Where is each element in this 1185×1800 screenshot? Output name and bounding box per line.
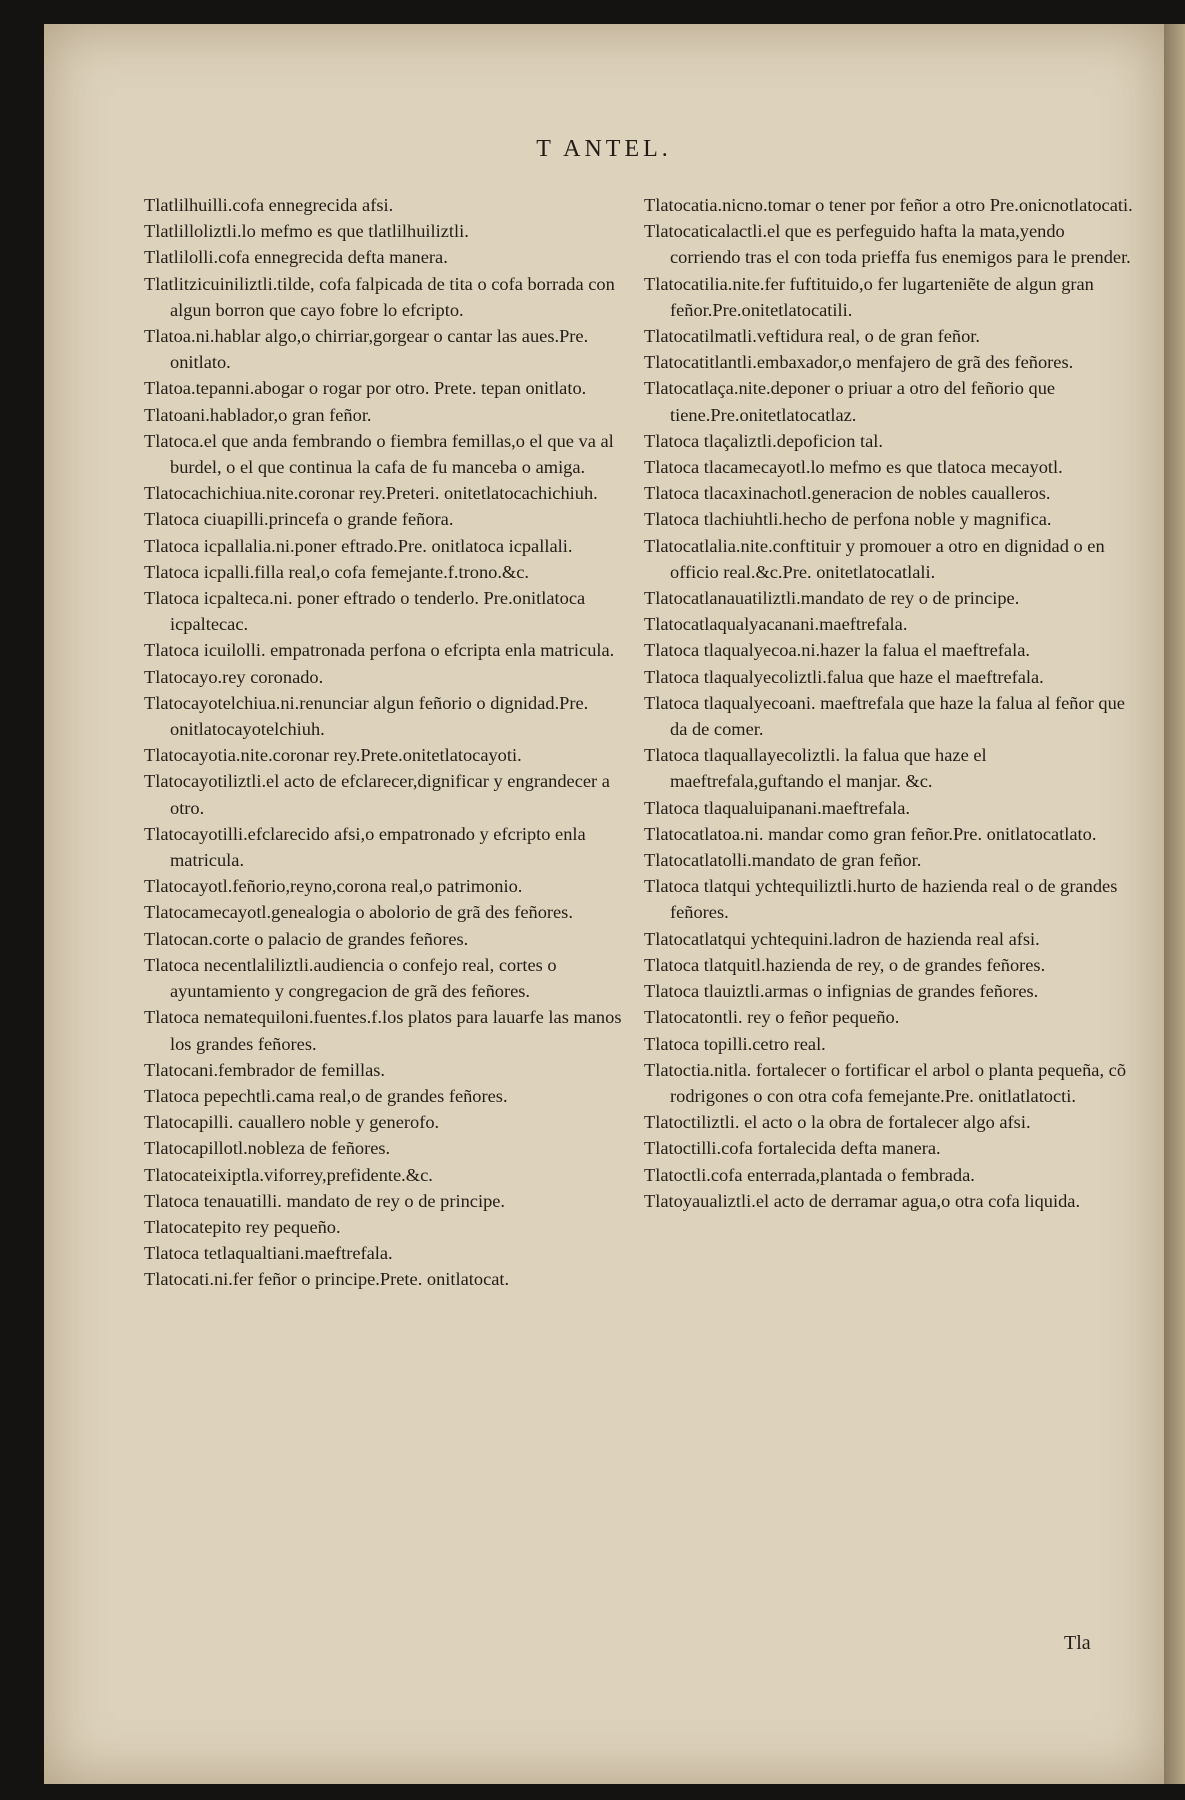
dictionary-entry: Tlatoca icpallalia.ni.poner eftrado.Pre. onitlatoca icpallali.	[144, 535, 573, 556]
dictionary-entry: Tlatoca tlaqualyecoa.ni.hazer la falua el maeftrefala.	[644, 640, 1030, 661]
dictionary-entry: Tlatoca nematequiloni.fuentes.f.los platos para lauarfe las manos los grandes feñores.	[144, 1007, 622, 1054]
dictionary-entry: Tlatocateixiptla.viforrey,prefidente.&c.	[144, 1164, 433, 1185]
dictionary-entry: Tlatocani.fembrador de femillas.	[144, 1059, 386, 1080]
dictionary-entry: Tlatocatilia.nite.fer fuftituido,o fer lugarteniẽte de algun gran feñor.Pre.onitetlatocatili.	[644, 273, 1094, 320]
dictionary-entry: Tlatlitzicuiniliztli.tilde, cofa falpicada de tita o cofa borrada con algun borron que cayo fobre lo efcripto.	[144, 273, 615, 320]
dictionary-entry: Tlatoca tlatqui ychtequiliztli.hurto de hazienda real o de grandes feñores.	[644, 876, 1118, 923]
dictionary-entry: Tlatoctia.nitla. fortalecer o fortificar el arbol o planta pequeña, cõ rodrigones o con otra cofa femejante.Pre. onitlatlatocti.	[644, 1059, 1127, 1106]
dictionary-entry: Tlatocayo.rey coronado.	[144, 666, 324, 687]
dictionary-entry: Tlatoa.tepanni.abogar o rogar por otro. Prete. tepan onitlato.	[144, 378, 587, 399]
dictionary-entry: Tlatoca tlaqualyecoani. maeftrefala que haze la falua al feñor que da de comer.	[644, 692, 1125, 740]
dictionary-entry: Tlatocatontli. rey o feñor pequeño.	[644, 1007, 900, 1028]
book-page	[44, 24, 1164, 1784]
dictionary-entry: Tlatoca tlacaxinachotl.generacion de nobles caualleros.	[644, 483, 1051, 504]
left-column	[144, 192, 634, 1293]
dictionary-entry: Tlatoca tlaquallayecoliztli. la falua que haze el maeftrefala,guftando el manjar. &c.	[644, 745, 987, 792]
dictionary-entry: Tlatlilhuilli.cofa ennegrecida afsi.	[144, 195, 394, 215]
dictionary-entry: Tlatoca ciuapilli.princefa o grande feñora.	[144, 509, 454, 530]
dictionary-entry: Tlatocayotia.nite.coronar rey.Prete.onitetlatocayoti.	[144, 745, 522, 766]
right-column	[644, 192, 1134, 1214]
dictionary-entry: Tlatocatlaqualyacanani.maeftrefala.	[644, 614, 908, 635]
dictionary-entry: Tlatoca tlaçaliztli.depoficion tal.	[644, 430, 883, 451]
dictionary-entry: Tlatocatilmatli.veftidura real, o de gran feñor.	[644, 326, 980, 347]
dictionary-entry: Tlatoca icpalteca.ni. poner eftrado o tenderlo. Pre.onitlatoca icpaltecac.	[144, 588, 586, 635]
dictionary-entry: Tlatoctiliztli. el acto o la obra de fortalecer algo afsi.	[644, 1112, 1031, 1133]
dictionary-entry: Tlatocaticalactli.el que es perfeguido hafta la mata,yendo corriendo tras el con toda prieffa fus enemigos para le prender.	[644, 221, 1131, 268]
dictionary-entry: Tlatoyaualiztli.el acto de derramar agua,o otra cofa liquida.	[644, 1190, 1081, 1211]
dictionary-entry: Tlatocatlaça.nite.deponer o priuar a otro del feñorio que tiene.Pre.onitetlatocatlaz.	[644, 378, 1056, 425]
dictionary-entry: Tlatoctli.cofa enterrada,plantada o fembrada.	[644, 1164, 975, 1185]
dictionary-entry: Tlatoca.el que anda fembrando o fiembra femillas,o el que va al burdel, o el que continua la cafa de fu manceba o amiga.	[144, 430, 614, 478]
dictionary-entry: Tlatoctilli.cofa fortalecida defta manera.	[644, 1138, 941, 1159]
dictionary-entry: Tlatlilolli.cofa ennegrecida defta manera.	[144, 247, 448, 268]
facing-page-edge	[1164, 24, 1185, 1784]
dictionary-entry: Tlatoani.hablador,o gran feñor.	[144, 404, 372, 425]
dictionary-entry: Tlatoca icuilolli. empatronada perfona o efcripta enla matricula.	[144, 640, 615, 661]
dictionary-entry: Tlatoca tlaqualuipanani.maeftrefala.	[644, 797, 911, 818]
dictionary-entry: Tlatocatia.nicno.tomar o tener por feñor a otro Pre.onicnotlatocati.	[644, 195, 1133, 215]
dictionary-entry: Tlatoca tlacamecayotl.lo mefmo es que tlatoca mecayotl.	[644, 457, 1063, 478]
dictionary-entry: Tlatocati.ni.fer feñor o principe.Prete. onitlatocat.	[144, 1269, 510, 1290]
dictionary-entry: Tlatocatlatoa.ni. mandar como gran feñor.Pre. onitlatocatlato.	[644, 823, 1097, 844]
catchword: Tla	[1064, 1632, 1091, 1654]
dictionary-entry: Tlatocatlanauatiliztli.mandato de rey o de principe.	[644, 588, 1020, 609]
dictionary-entry: Tlatocayotilli.efclarecido afsi,o empatronado y efcripto enla matricula.	[144, 823, 586, 871]
dictionary-entry: Tlatoca necentlaliliztli.audiencia o confejo real, cortes o ayuntamiento y congregacion de grã des feñores.	[144, 954, 557, 1002]
running-header: T ANTEL.	[536, 136, 672, 162]
dictionary-entry: Tlatocayotiliztli.el acto de efclarecer,dignificar y engrandecer a otro.	[144, 771, 610, 818]
dictionary-entry: Tlatoca tlatquitl.hazienda de rey, o de grandes feñores.	[644, 954, 1046, 975]
dictionary-entry: Tlatoca tlachiuhtli.hecho de perfona noble y magnifica.	[644, 509, 1052, 530]
dictionary-entry: Tlatocapilli. cauallero noble y generofo.	[144, 1112, 440, 1133]
dictionary-entry: Tlatoca tlauiztli.armas o infignias de grandes feñores.	[644, 981, 1039, 1002]
dictionary-entry: Tlatoca tenauatilli. mandato de rey o de principe.	[144, 1190, 506, 1211]
dictionary-entry: Tlatocatlatqui ychtequini.ladron de hazienda real afsi.	[644, 928, 1040, 949]
dictionary-entry: Tlatocatepito rey pequeño.	[144, 1216, 341, 1237]
dictionary-entry: Tlatoca pepechtli.cama real,o de grandes feñores.	[144, 1085, 508, 1106]
dictionary-entry: Tlatocatlalia.nite.conftituir y promouer a otro en dignidad o en officio real.&c.Pre. onitetlatocatlali.	[644, 535, 1105, 582]
dictionary-entry: Tlatocan.corte o palacio de grandes feñores.	[144, 928, 469, 949]
dictionary-entry: Tlatocayotelchiua.ni.renunciar algun feñorio o dignidad.Pre. onitlatocayotelchiuh.	[144, 692, 589, 740]
dictionary-entry: Tlatlilloliztli.lo mefmo es que tlatlilhuiliztli.	[144, 221, 469, 242]
dictionary-entry: Tlatocachichiua.nite.coronar rey.Preteri. onitetlatocachichiuh.	[144, 483, 598, 504]
dictionary-entry: Tlatoca topilli.cetro real.	[644, 1033, 826, 1054]
dictionary-entry: Tlatoca tetlaqualtiani.maeftrefala.	[144, 1243, 393, 1264]
dictionary-entry: Tlatocapillotl.nobleza de feñores.	[144, 1138, 391, 1159]
dictionary-entry: Tlatocayotl.feñorio,reyno,corona real,o patrimonio.	[144, 876, 523, 897]
dictionary-entry: Tlatocatitlantli.embaxador,o menfajero de grã des feñores.	[644, 352, 1074, 373]
dictionary-entry: Tlatocamecayotl.genealogia o abolorio de grã des feñores.	[144, 902, 573, 923]
dictionary-entry: Tlatocatlatolli.mandato de gran feñor.	[644, 850, 922, 871]
dictionary-entry: Tlatoa.ni.hablar algo,o chirriar,gorgear o cantar las aues.Pre. onitlato.	[144, 326, 589, 373]
dictionary-entry: Tlatoca tlaqualyecoliztli.falua que haze el maeftrefala.	[644, 666, 1044, 687]
dictionary-entry: Tlatoca icpalli.filla real,o cofa femejante.f.trono.&c.	[144, 561, 529, 582]
